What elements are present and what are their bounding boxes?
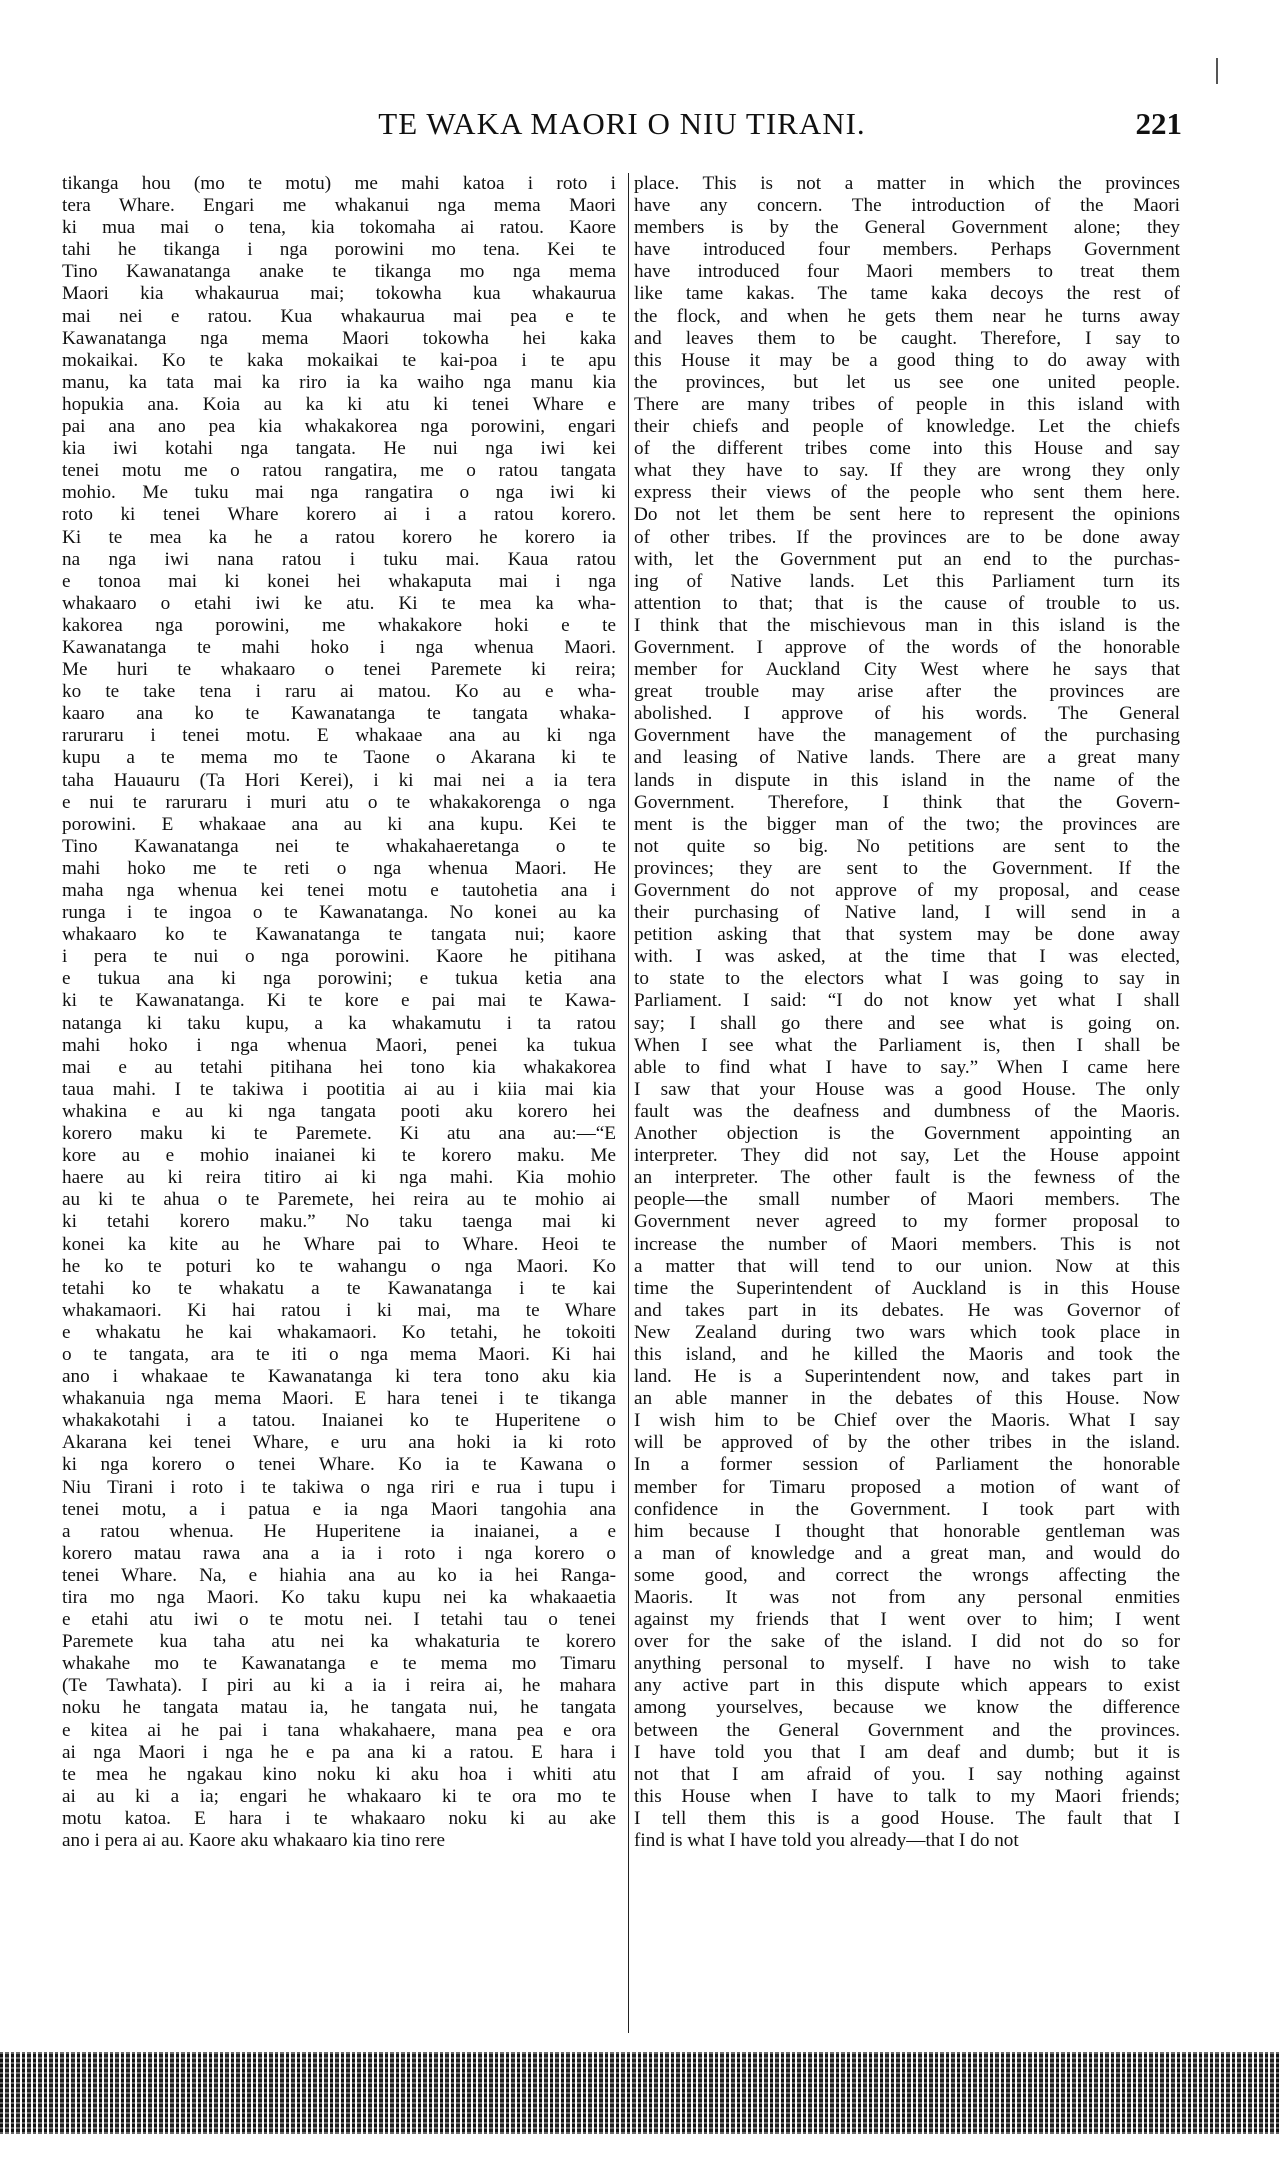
text-line: te mea he ngakau kino noku ki aku hoa i whiti atu xyxy=(62,1763,616,1785)
text-line: among yourselves, because we know the difference xyxy=(634,1697,1180,1719)
text-line: not quite so big. No petitions are sent to the xyxy=(634,835,1180,857)
text-line: runga i te ingoa o te Kawanatanga. No konei au ka xyxy=(62,902,616,924)
text-line: the provinces, but let us see one united people. xyxy=(634,371,1180,393)
text-line: tetahi ko te whakatu a te Kawanatanga i te kai xyxy=(62,1277,616,1299)
text-line: abolished. I approve of his words. The General xyxy=(634,703,1180,725)
text-line: to state to the electors what I was going to say in xyxy=(634,968,1180,990)
text-line: ki nga korero o tenei Whare. Ko ia te Kawana o xyxy=(62,1454,616,1476)
text-line: a matter that will tend to our union. Now at this xyxy=(634,1255,1180,1277)
text-line: Government do not approve of my proposal, and cease xyxy=(634,880,1180,901)
text-line: ai au ki a ia; engari he whakaaro ki te ora mo te xyxy=(62,1785,616,1807)
text-line: he ko te poturi ko te wahangu o nga Maori. Ko xyxy=(62,1255,616,1277)
text-line: e nui te raruraru i muri atu o te whakakorenga o nga xyxy=(62,791,616,813)
text-line: member for Auckland City West where he says that xyxy=(634,659,1180,681)
text-line: ano i whakaae te Kawanatanga ki tera tono aku kia xyxy=(62,1366,616,1388)
text-line: Maori kia whakaurua mai; tokowha kua whakaurua xyxy=(62,283,616,305)
text-line: Tino Kawanatanga nei te whakahaeretanga o te xyxy=(62,835,616,857)
text-line: and takes part in its debates. He was Governor of xyxy=(634,1299,1180,1321)
text-line: haere au ki reira titiro ai ki nga mahi. Kia mohio xyxy=(62,1167,616,1189)
text-line: lands in dispute in this island in the name of the xyxy=(634,769,1180,791)
text-line: their purchasing of Native land, I will send in a xyxy=(634,902,1180,924)
text-line: tenei motu, a i patua e ia nga Maori tangohia ana xyxy=(62,1498,616,1520)
text-line: say; I shall go there and see what is going on. xyxy=(634,1012,1180,1034)
text-line: mahi hoko i nga whenua Maori, penei ka tukua xyxy=(62,1034,616,1056)
text-line: e whakatu he kai whakamaori. Ko tetahi, he tokoiti xyxy=(62,1321,616,1343)
text-line: tira mo nga Maori. Ko taku kupu nei ka whakaaetia xyxy=(62,1587,616,1608)
text-line: Government. I approve of the words of the honorable xyxy=(634,636,1180,658)
text-line: Niu Tirani i roto i te takiwa o nga riri e rua i tupu i xyxy=(62,1476,616,1498)
page-header xyxy=(62,102,1182,146)
text-line: an able manner in the debates of this House. Now xyxy=(634,1388,1180,1410)
text-line: like tame kakas. The tame kaka decoys the rest of xyxy=(634,283,1180,305)
text-line: him because I thought that honorable gentleman was xyxy=(634,1520,1180,1542)
text-line: ko te take tena i raru ai matou. Ko au e wha- xyxy=(62,681,616,703)
text-line: maha nga whenua kei tenei motu e tautohetia ana i xyxy=(62,880,616,901)
text-line: mai nei e ratou. Kua whakaurua mai pea e te xyxy=(62,305,616,327)
text-line: konei ka kite au he Whare pai to Whare. Heoi te xyxy=(62,1233,616,1255)
text-line: this House when I have to talk to my Maori friends; xyxy=(634,1785,1180,1807)
text-line: people—the small number of Maori members. The xyxy=(634,1189,1180,1211)
text-line: not that I am afraid of you. I say nothing against xyxy=(634,1763,1180,1785)
text-line: member for Timaru proposed a motion of want of xyxy=(634,1476,1180,1498)
text-line: kupu a te mema mo te Taone o Akarana ki te xyxy=(62,747,616,769)
text-line: I have told you that I am deaf and dumb; but it is xyxy=(634,1741,1180,1763)
text-line: e tukua ana ki nga porowini; e tukua ketia ana xyxy=(62,968,616,990)
text-line: this island, and he killed the Maoris and took the xyxy=(634,1343,1180,1365)
text-line: Kawanatanga te mahi hoko i nga whenua Maori. xyxy=(62,636,616,658)
text-line: have any concern. The introduction of the Maori xyxy=(634,195,1180,217)
text-line: against my friends that I went over to him; I went xyxy=(634,1609,1180,1631)
text-line: I think that the mischievous man in this island is the xyxy=(634,614,1180,636)
text-line: mahi hoko me te reti o nga whenua Maori. He xyxy=(62,857,616,879)
text-line: I wish him to be Chief over the Maoris. What I say xyxy=(634,1410,1180,1432)
text-line: attention to that; that is the cause of trouble to us. xyxy=(634,592,1180,614)
text-line: this House it may be a good thing to do away with xyxy=(634,349,1180,371)
text-line: kaaro ana ko te Kawanatanga te tangata whaka- xyxy=(62,703,616,725)
text-line: of the different tribes come into this House and say xyxy=(634,438,1180,460)
text-line: have introduced four Maori members to treat them xyxy=(634,261,1180,283)
left-column-maori-text xyxy=(62,173,616,1852)
text-line: taha Hauauru (Ta Hori Kerei), i ki mai nei a ia tera xyxy=(62,769,616,791)
text-line: e etahi atu iwi o te motu nei. I tetahi tau o tenei xyxy=(62,1609,616,1631)
text-line: members is by the General Government alone; they xyxy=(634,217,1180,239)
text-line: New Zealand during two wars which took place in xyxy=(634,1321,1180,1343)
right-column-english-text xyxy=(634,173,1180,1852)
text-line: ment is the bigger man of the two; the provinces are xyxy=(634,813,1180,835)
text-line: noku he tangata matau ia, he tangata nui, he tangata xyxy=(62,1697,616,1719)
text-line: au ki te ahua o te Paremete, hei reira au te mohio ai xyxy=(62,1189,616,1211)
text-line: o te tangata, ara te iti o nga mema Maori. Ki hai xyxy=(62,1343,616,1365)
text-line: e kitea ai he pai i tana whakahaere, mana pea e ora xyxy=(62,1719,616,1741)
text-line: increase the number of Maori members. This is not xyxy=(634,1233,1180,1255)
text-line: what they have to say. If they are wrong they only xyxy=(634,460,1180,482)
text-line: ki te Kawanatanga. Ki te kore e pai mai te Kawa- xyxy=(62,990,616,1012)
page-number: 221 xyxy=(1135,106,1182,141)
text-line: In a former session of Parliament the honorable xyxy=(634,1454,1180,1476)
text-line: between the General Government and the provinces. xyxy=(634,1719,1180,1741)
text-line: mokaikai. Ko te kaka mokaikai te kai-poa i te apu xyxy=(62,349,616,371)
text-line: will be approved of by the other tribes in the island. xyxy=(634,1432,1180,1454)
text-line: ano i pera ai au. Kaore aku whakaaro kia tino rere xyxy=(62,1830,446,1852)
text-line: Tino Kawanatanga anake te tikanga mo nga mema xyxy=(62,261,616,283)
text-line: Another objection is the Government appointing an xyxy=(634,1123,1180,1145)
text-line: over for the sake of the island. I did not do so for xyxy=(634,1631,1180,1653)
text-line: i pera te nui o nga porowini. Kaore he pitihana xyxy=(62,946,616,968)
text-line: confidence in the Government. I took part with xyxy=(634,1498,1180,1520)
text-line: with. I was asked, at the time that I was elected, xyxy=(634,946,1180,968)
text-line: interpreter. They did not say, Let the House appoint xyxy=(634,1145,1180,1167)
text-line: kore au e mohio inaianei ki te korero maku. Me xyxy=(62,1145,616,1167)
text-line: ai nga Maori i nga he e pa ana ki a ratou. E hara i xyxy=(62,1741,616,1763)
text-line: whakaaro ko te Kawanatanga te tangata nui; kaore xyxy=(62,924,616,946)
text-line: an interpreter. The other fault is the fewness of the xyxy=(634,1167,1180,1189)
text-line: na nga iwi nana ratou i tuku mai. Kaua ratou xyxy=(62,548,616,570)
text-line: When I see what the Parliament is, then I shall be xyxy=(634,1034,1180,1056)
text-line: natanga ki taku kupu, a ka whakamutu i ta ratou xyxy=(62,1012,616,1034)
text-line: of other tribes. If the provinces are to be done away xyxy=(634,526,1180,548)
text-line: Government never agreed to my former proposal to xyxy=(634,1211,1180,1233)
text-line: a ratou whenua. He Huperitene ia inaianei, a e xyxy=(62,1520,616,1542)
text-line: Kawanatanga nga mema Maori tokowha hei kaka xyxy=(62,327,616,349)
text-line: Government. Therefore, I think that the Govern- xyxy=(634,791,1180,813)
text-line: with, let the Government put an end to the purchas- xyxy=(634,548,1180,570)
text-line: time the Superintendent of Auckland is in this House xyxy=(634,1277,1180,1299)
text-line: Akarana kei tenei Whare, e uru ana hoki ia ki roto xyxy=(62,1432,616,1454)
text-line: great trouble may arise after the provinces are xyxy=(634,681,1180,703)
text-line: and leasing of Native lands. There are a great many xyxy=(634,747,1180,769)
text-line: raruraru i tenei motu. E whakaae ana au ki nga xyxy=(62,725,616,747)
text-line: some good, and correct the wrongs affecting the xyxy=(634,1564,1180,1586)
text-line: fault was the deafness and dumbness of the Maoris. xyxy=(634,1100,1180,1122)
text-line: I tell them this is a good House. The fault that I xyxy=(634,1807,1180,1829)
text-line: tenei motu me o ratou rangatira, me o ratou tangata xyxy=(62,460,616,482)
text-line: mai e au tetahi pitihana hei tono kia whakakorea xyxy=(62,1056,616,1078)
text-line: mohio. Me tuku mai nga rangatira o nga iwi ki xyxy=(62,482,616,504)
text-line: their chiefs and people of knowledge. Let the chiefs xyxy=(634,416,1180,438)
text-line: express their views of the people who sent them here. xyxy=(634,482,1180,504)
text-line: tera Whare. Engari me whakanui nga mema Maori xyxy=(62,195,616,217)
text-line: whakina e au ki nga tangata pooti aku korero hei xyxy=(62,1100,616,1122)
text-line: e tonoa mai ki konei hei whakaputa mai i nga xyxy=(62,570,616,592)
text-line: hopukia ana. Koia au ka ki atu ki tenei Whare e xyxy=(62,393,616,415)
text-line: Me huri te whakaaro o tenei Paremete ki reira; xyxy=(62,659,616,681)
text-line: kakorea nga porowini, me whakakore hoki e te xyxy=(62,614,616,636)
text-line: tahi he tikanga i nga porowini mo tena. Kei te xyxy=(62,239,616,261)
text-line: have introduced four members. Perhaps Government xyxy=(634,239,1180,261)
text-line: any active part in this dispute which appears to exist xyxy=(634,1675,1180,1697)
text-line: manu, ka tata mai ka riro ia ka waiho nga manu kia xyxy=(62,371,616,393)
text-line: There are many tribes of people in this island with xyxy=(634,393,1180,415)
text-line: Parliament. I said: “I do not know yet what I shall xyxy=(634,990,1180,1012)
text-line: ing of Native lands. Let this Parliament turn its xyxy=(634,570,1180,592)
text-line: petition asking that that system may be done away xyxy=(634,924,1180,946)
text-line: whakahe mo te Kawanatanga e te mema mo Timaru xyxy=(62,1653,616,1675)
text-line: roto ki tenei Whare korero ai i a ratou korero. xyxy=(62,504,616,526)
page-edge-mark xyxy=(1216,58,1218,84)
text-line: korero maku ki te Paremete. Ki atu ana au:—“E xyxy=(62,1123,616,1145)
text-line: able to find what I have to say.” When I came here xyxy=(634,1056,1180,1078)
text-line: porowini. E whakaae ana au ki ana kupu. Kei te xyxy=(62,813,616,835)
text-line: whakaaro o etahi iwi ke atu. Ki te mea ka wha- xyxy=(62,592,616,614)
page-title: TE WAKA MAORI O NIU TIRANI. xyxy=(378,106,866,141)
text-line: motu katoa. E hara i te whakaaro noku ki au ake xyxy=(62,1807,616,1829)
text-line: ki mua mai o tena, kia tokomaha ai ratou. Kaore xyxy=(62,217,616,239)
text-line: Ki te mea ka he a ratou korero he korero ia xyxy=(62,526,616,548)
text-line: tenei Whare. Na, e hiahia ana au ko ia hei Ranga- xyxy=(62,1564,616,1586)
text-line: Maoris. It was not from any personal enmities xyxy=(634,1587,1180,1608)
text-line: ki tetahi korero maku.” No taku taenga mai ki xyxy=(62,1211,616,1233)
text-line: I saw that your House was a good House. The only xyxy=(634,1078,1180,1100)
text-line: place. This is not a matter in which the provinces xyxy=(634,173,1180,194)
text-line: land. He is a Superintendent now, and takes part in xyxy=(634,1366,1180,1388)
text-line: kia iwi kotahi nga tangata. He nui nga iwi kei xyxy=(62,438,616,460)
text-line: find is what I have told you already—that I do not xyxy=(634,1830,1019,1852)
text-line: provinces; they are sent to the Government. If the xyxy=(634,857,1180,879)
text-line: whakanuia nga mema Maori. E hara tenei i te tikanga xyxy=(62,1388,616,1410)
text-line: taua mahi. I te takiwa i pootitia ai au i kiia mai kia xyxy=(62,1078,616,1100)
text-line: korero matau rawa ana a ia i roto i nga korero o xyxy=(62,1542,616,1564)
scan-artifact-band xyxy=(0,2052,1280,2134)
text-line: a man of knowledge and a great man, and would do xyxy=(634,1542,1180,1564)
text-line: Paremete kua taha atu nei ka whakaturia te korero xyxy=(62,1631,616,1653)
text-line: Government have the management of the purchasing xyxy=(634,725,1180,747)
text-line: (Te Tawhata). I piri au ki a ia i reira ai, he mahara xyxy=(62,1675,616,1697)
text-line: pai ana ano pea kia whakakorea nga porowini, engari xyxy=(62,416,616,438)
text-line: anything personal to myself. I have no wish to take xyxy=(634,1653,1180,1675)
text-line: whakamaori. Ki hai ratou i ki mai, ma te Whare xyxy=(62,1299,616,1321)
text-line: the flock, and when he gets them near he turns away xyxy=(634,305,1180,327)
text-line: whakakotahi i a tatou. Inaianei ko te Huperitene o xyxy=(62,1410,616,1432)
column-divider xyxy=(628,173,629,2033)
text-line: Do not let them be sent here to represent the opinions xyxy=(634,504,1180,526)
text-line: tikanga hou (mo te motu) me mahi katoa i roto i xyxy=(62,173,616,194)
text-line: and leaves them to be caught. Therefore, I say to xyxy=(634,327,1180,349)
